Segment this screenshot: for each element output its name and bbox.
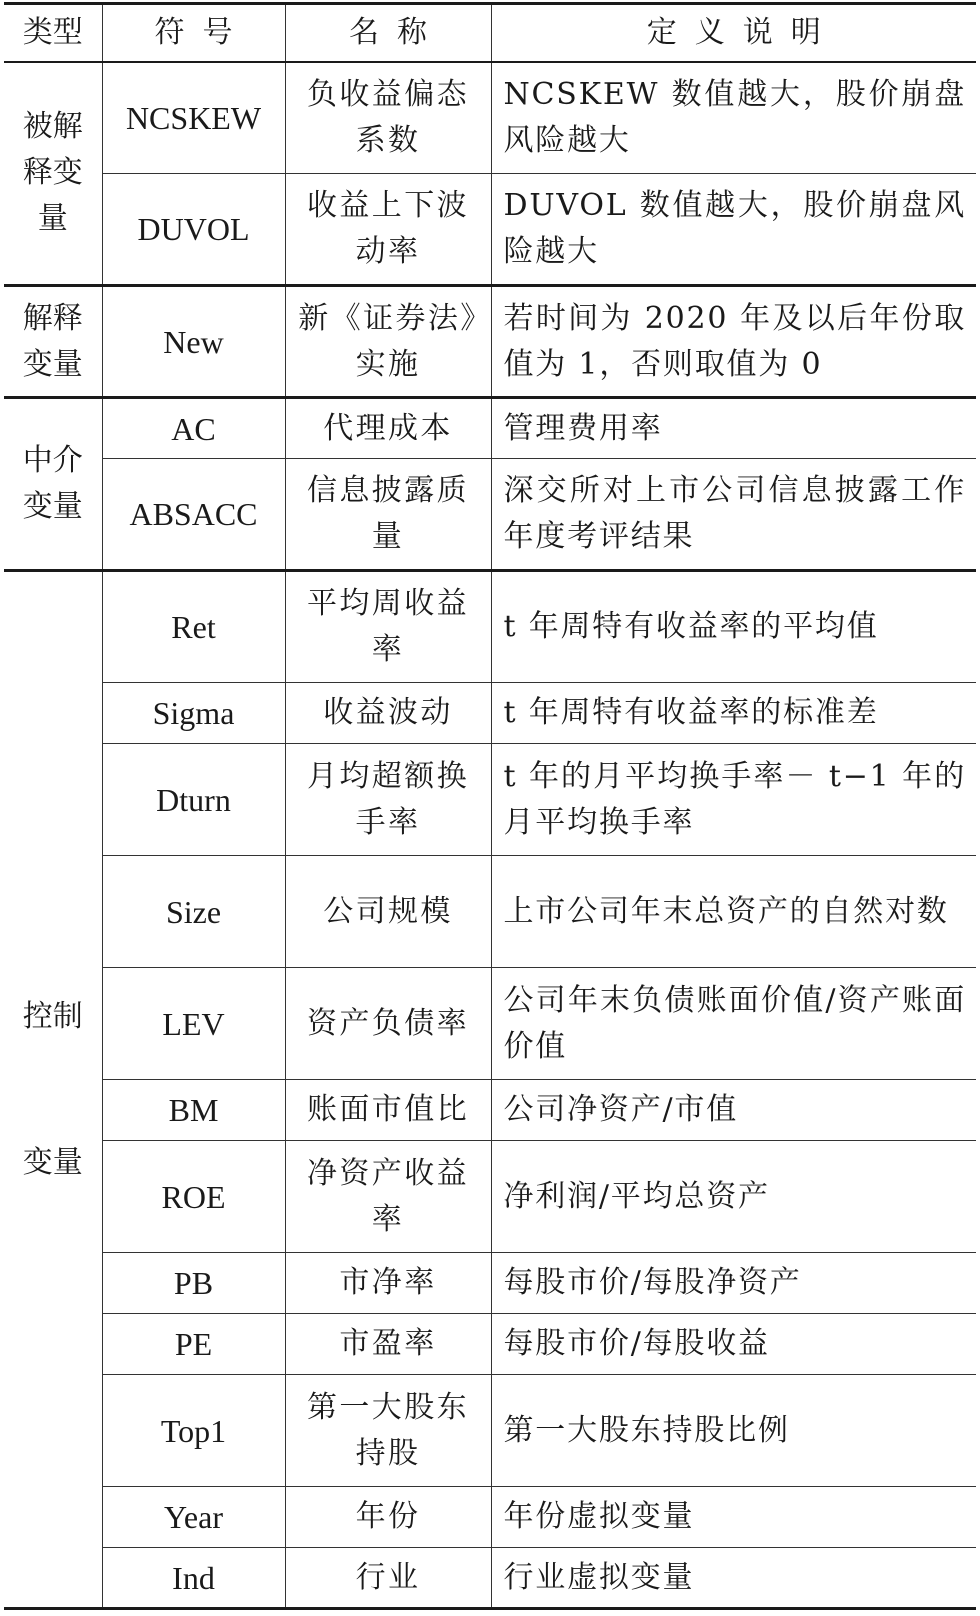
group-explanatory xyxy=(4,286,976,398)
cell-symbol: Top1 xyxy=(102,1375,285,1487)
table-row xyxy=(4,1253,976,1314)
table-row xyxy=(4,1141,976,1253)
type-dependent: 被解释变量 xyxy=(4,62,102,286)
cell-symbol: PB xyxy=(102,1253,285,1314)
table-row xyxy=(4,683,976,744)
header-name: 名称 xyxy=(285,4,491,62)
cell-definition: t 年的月平均换手率－ t−1 年的月平均换手率 xyxy=(491,744,976,856)
table-row xyxy=(4,1080,976,1141)
cell-name: 年份 xyxy=(285,1487,491,1548)
cell-symbol: DUVOL xyxy=(102,174,285,286)
cell-name: 月均超额换手率 xyxy=(285,744,491,856)
cell-symbol: Ret xyxy=(102,571,285,683)
table-header-row xyxy=(4,4,976,62)
table-row xyxy=(4,1375,976,1487)
group-mediator xyxy=(4,398,976,571)
cell-name: 平均周收益率 xyxy=(285,571,491,683)
cell-symbol: Sigma xyxy=(102,683,285,744)
cell-name: 信息披露质量 xyxy=(285,459,491,571)
cell-name: 行业 xyxy=(285,1548,491,1609)
cell-definition: t 年周特有收益率的平均值 xyxy=(491,571,976,683)
cell-definition: 行业虚拟变量 xyxy=(491,1548,976,1609)
cell-name: 账面市值比 xyxy=(285,1080,491,1141)
cell-name: 第一大股东持股 xyxy=(285,1375,491,1487)
cell-definition: 公司净资产/市值 xyxy=(491,1080,976,1141)
cell-definition: 第一大股东持股比例 xyxy=(491,1375,976,1487)
cell-name: 新《证券法》实施 xyxy=(285,286,491,398)
type-explanatory: 解释变量 xyxy=(4,286,102,398)
cell-symbol: Year xyxy=(102,1487,285,1548)
table-row xyxy=(4,1548,976,1609)
table-row xyxy=(4,398,976,459)
table-row xyxy=(4,286,976,398)
table-row xyxy=(4,744,976,856)
table-row xyxy=(4,968,976,1080)
cell-symbol: New xyxy=(102,286,285,398)
table-row xyxy=(4,1314,976,1375)
header-type: 类型 xyxy=(4,4,102,62)
header-symbol: 符号 xyxy=(102,4,285,62)
group-dependent xyxy=(4,62,976,286)
type-mediator: 中介变量 xyxy=(4,398,102,571)
cell-definition: 净利润/平均总资产 xyxy=(491,1141,976,1253)
cell-definition: t 年周特有收益率的标准差 xyxy=(491,683,976,744)
table-row xyxy=(4,1487,976,1548)
cell-name: 代理成本 xyxy=(285,398,491,459)
cell-definition: NCSKEW 数值越大，股价崩盘风险越大 xyxy=(491,62,976,174)
cell-name: 市净率 xyxy=(285,1253,491,1314)
cell-definition: 上市公司年末总资产的自然对数 xyxy=(491,856,976,968)
variable-definition-table xyxy=(4,2,976,1610)
cell-symbol: AC xyxy=(102,398,285,459)
cell-symbol: Dturn xyxy=(102,744,285,856)
cell-name: 公司规模 xyxy=(285,856,491,968)
cell-name: 收益波动 xyxy=(285,683,491,744)
table-row xyxy=(4,62,976,174)
cell-definition: DUVOL 数值越大，股价崩盘风险越大 xyxy=(491,174,976,286)
cell-symbol: BM xyxy=(102,1080,285,1141)
table-row xyxy=(4,856,976,968)
cell-symbol: LEV xyxy=(102,968,285,1080)
cell-symbol: Ind xyxy=(102,1548,285,1609)
cell-definition: 若时间为 2020 年及以后年份取值为 1，否则取值为 0 xyxy=(491,286,976,398)
table-row xyxy=(4,174,976,286)
cell-name: 市盈率 xyxy=(285,1314,491,1375)
cell-name: 收益上下波动率 xyxy=(285,174,491,286)
type-control: 控制变量 xyxy=(4,571,102,1609)
cell-symbol: Size xyxy=(102,856,285,968)
cell-definition: 年份虚拟变量 xyxy=(491,1487,976,1548)
cell-definition: 每股市价/每股收益 xyxy=(491,1314,976,1375)
cell-definition: 深交所对上市公司信息披露工作年度考评结果 xyxy=(491,459,976,571)
cell-symbol: ABSACC xyxy=(102,459,285,571)
cell-symbol: ROE xyxy=(102,1141,285,1253)
group-control xyxy=(4,571,976,1609)
cell-definition: 每股市价/每股净资产 xyxy=(491,1253,976,1314)
cell-definition: 管理费用率 xyxy=(491,398,976,459)
cell-name: 净资产收益率 xyxy=(285,1141,491,1253)
cell-symbol: NCSKEW xyxy=(102,62,285,174)
cell-name: 资产负债率 xyxy=(285,968,491,1080)
cell-definition: 公司年末负债账面价值/资产账面价值 xyxy=(491,968,976,1080)
cell-name: 负收益偏态系数 xyxy=(285,62,491,174)
cell-symbol: PE xyxy=(102,1314,285,1375)
header-definition: 定义说明 xyxy=(491,4,976,62)
table-row xyxy=(4,459,976,571)
table-row xyxy=(4,571,976,683)
